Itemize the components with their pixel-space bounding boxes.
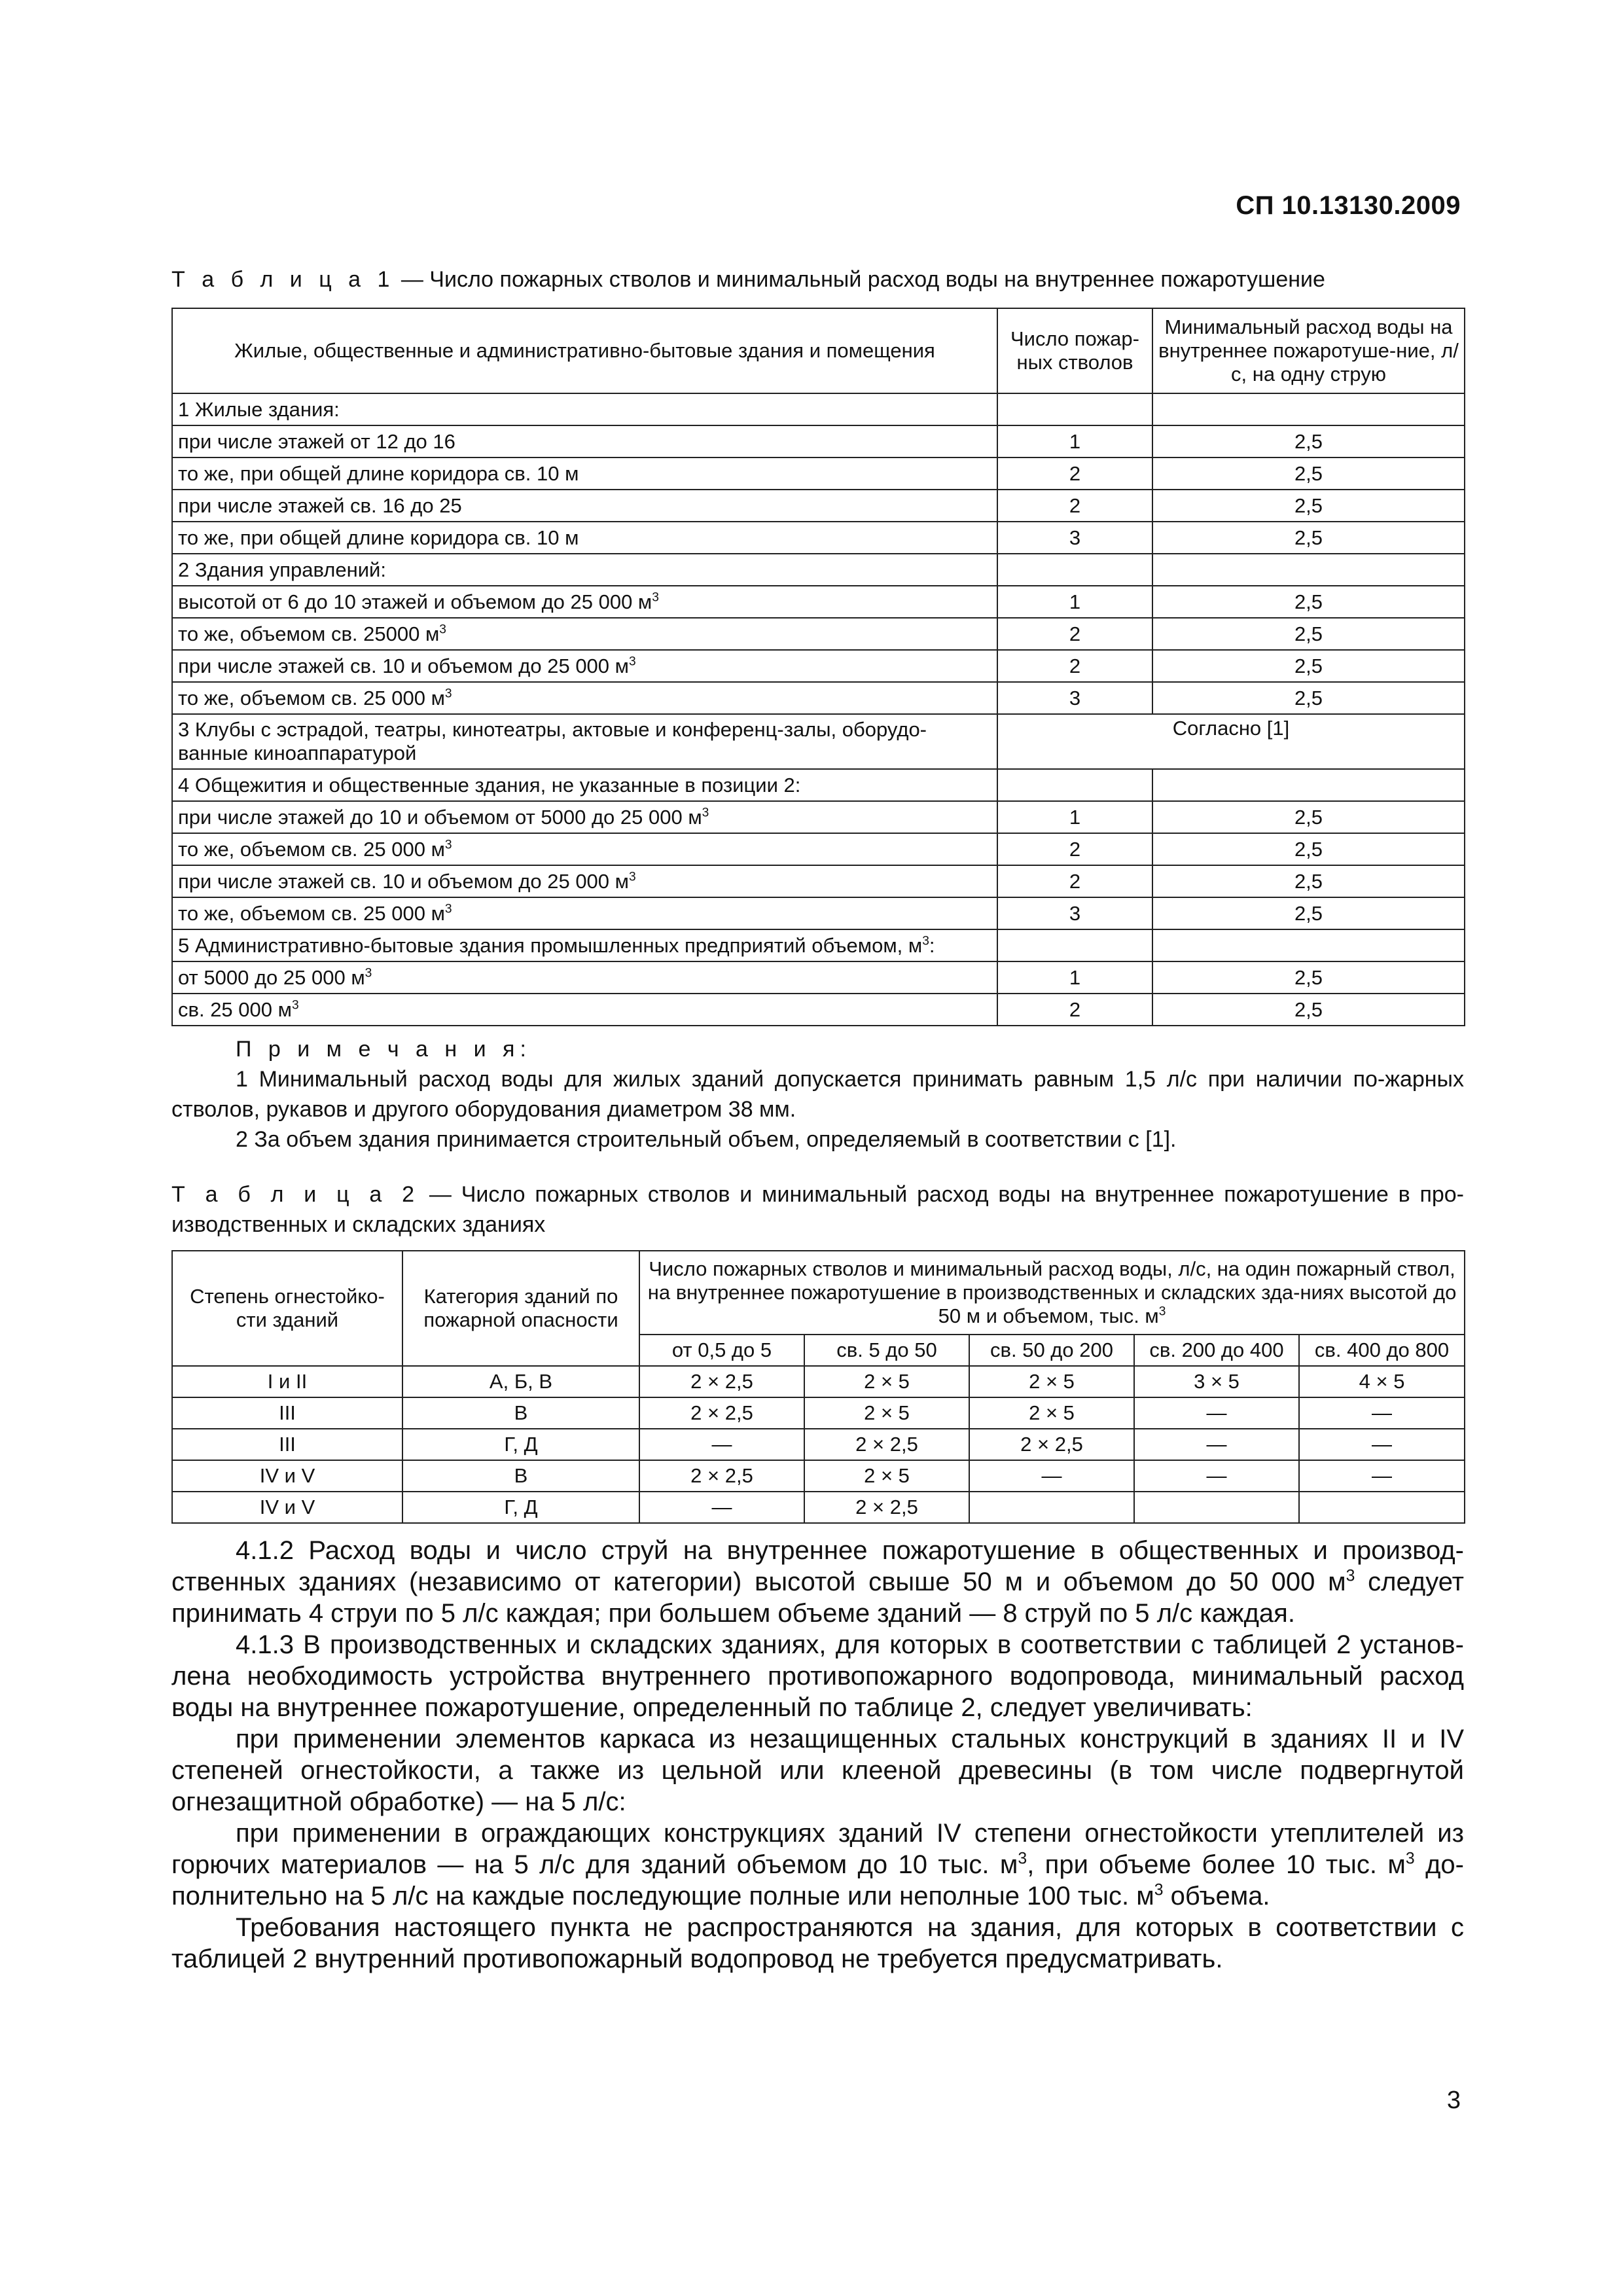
paragraph-4-1-3: 4.1.3 В производственных и складских зданиях, для которых в соответствии с таблицей 2 установ-лена необходимость устройства внутреннего противопожарного водопровода, минимальный расход воды на внутреннее пожаротушение, определенный по таблице 2, следует увеличивать:	[171, 1630, 1464, 1722]
table-row	[172, 425, 1465, 457]
table-cell-value: 2 × 5	[804, 1460, 969, 1492]
table2-header-degree: Степень огнестойко-сти зданий	[172, 1251, 402, 1366]
table-cell-value: 2 × 2,5	[639, 1397, 804, 1429]
table-cell-jets: 1	[997, 801, 1152, 833]
table-cell-value: —	[1134, 1429, 1299, 1460]
table-cell-jets: 2	[997, 457, 1152, 490]
table-row	[172, 961, 1465, 994]
table-cell-jets: 2	[997, 865, 1152, 897]
table-cell-degree: III	[172, 1397, 402, 1429]
table-cell-value: —	[1299, 1460, 1465, 1492]
page-number: 3	[1446, 2087, 1461, 2114]
table-row	[172, 1397, 1465, 1429]
table1-body-part1	[172, 393, 1465, 714]
table2-header-volume: св. 400 до 800	[1299, 1335, 1465, 1366]
table-cell-value: —	[1299, 1429, 1465, 1460]
table-cell-flow: 2,5	[1152, 650, 1465, 682]
table-cell-degree: IV и V	[172, 1492, 402, 1523]
table-cell-degree: III	[172, 1429, 402, 1460]
table-cell-degree: IV и V	[172, 1460, 402, 1492]
table-cell-degree: I и II	[172, 1366, 402, 1397]
table-cell-flow: 2,5	[1152, 618, 1465, 650]
notes-heading: П р и м е ч а н и я:	[236, 1037, 531, 1062]
table-cell-merged: Согласно [1]	[997, 714, 1465, 769]
table-cell-jets: 3	[997, 897, 1152, 929]
table-cell-name: то же, объемом св. 25 000 $м^3$	[172, 897, 997, 929]
table-cell-value: 2 × 2,5	[804, 1492, 969, 1523]
table-cell-jets	[997, 769, 1152, 801]
table-row	[172, 586, 1465, 618]
table1-header-jets: Число пожар-ных стволов	[997, 308, 1152, 393]
table-cell-name: то же, при общей длине коридора св. 10 м	[172, 457, 997, 490]
table-row	[172, 769, 1465, 801]
table-cell-flow: 2,5	[1152, 490, 1465, 522]
table-cell-flow: 2,5	[1152, 586, 1465, 618]
table-cell-name: то же, объемом св. 25 000 $м^3$	[172, 833, 997, 865]
table-cell-jets	[997, 929, 1152, 961]
table-cell-name: 4 Общежития и общественные здания, не указанные в позиции 2:	[172, 769, 997, 801]
table1	[171, 308, 1465, 1026]
document-code: СП 10.13130.2009	[1236, 191, 1461, 220]
table-row	[172, 522, 1465, 554]
table-row	[172, 682, 1465, 714]
table-cell-jets	[997, 393, 1152, 425]
table1-header-building: Жилые, общественные и административно-бытовые здания и помещения	[172, 308, 997, 393]
table-cell-jets: 2	[997, 618, 1152, 650]
table2-header-volume: св. 5 до 50	[804, 1335, 969, 1366]
table-row	[172, 618, 1465, 650]
table-cell-value: —	[639, 1429, 804, 1460]
table-cell-flow	[1152, 393, 1465, 425]
table-row	[172, 865, 1465, 897]
table-row	[172, 650, 1465, 682]
table2-body	[172, 1366, 1465, 1523]
table-cell-category: Г, Д	[402, 1429, 639, 1460]
table-cell-value: 2 × 5	[804, 1397, 969, 1429]
table-cell-name: 1 Жилые здания:	[172, 393, 997, 425]
table-cell-jets: 3	[997, 522, 1152, 554]
table-cell-name: св. 25 000 $м^3$	[172, 994, 997, 1026]
table-cell-jets: 2	[997, 833, 1152, 865]
table-cell-name: 5 Административно-бытовые здания промышленных предприятий объемом, $м^3$:	[172, 929, 997, 961]
table-cell-value: —	[969, 1460, 1134, 1492]
table-cell-value: 2 × 5	[804, 1366, 969, 1397]
table-cell-name: при числе этажей св. 10 и объемом до 25 000 $м^3$	[172, 650, 997, 682]
table-cell-category: Г, Д	[402, 1492, 639, 1523]
note-2: 2 За объем здания принимается строительный объем, определяемый в соответствии с [1].	[236, 1127, 1177, 1152]
note-1: 1 Минимальный расход воды для жилых зданий допускается принимать равным 1,5 л/с при наличии по-жарных стволов, рукавов и другого оборудования диаметром 38 мм.	[171, 1067, 1464, 1122]
table1-label: Т а б л и ц а 1	[171, 267, 395, 292]
table-row	[172, 1429, 1465, 1460]
table1-body-merged	[172, 714, 1465, 769]
table-cell-value	[1299, 1492, 1465, 1523]
table-cell-category: В	[402, 1397, 639, 1429]
table-row	[172, 393, 1465, 425]
table-cell-name: то же, объемом св. 25000 $м^3$	[172, 618, 997, 650]
table-cell-flow: 2,5	[1152, 865, 1465, 897]
table1-header-flow: Минимальный расход воды на внутреннее пожаротуше-ние, л/с, на одну струю	[1152, 308, 1465, 393]
paragraph-steel-frame: при применении элементов каркаса из незащищенных стальных конструкций в зданиях II и IV степеней огнестойкости, а также из цельной или клееной древесины (в том числе подвергнутой огнезащитной обработке) — на 5 л/с:	[171, 1725, 1464, 1816]
table-cell-flow	[1152, 554, 1465, 586]
paragraph-requirements: Требования настоящего пункта не распространяются на здания, для которых в соответствии с таблицей 2 внутренний противопожарный водопровод не требуется предусматривать.	[171, 1913, 1464, 1973]
table-cell-value: 2 × 5	[969, 1397, 1134, 1429]
table-cell-category: А, Б, В	[402, 1366, 639, 1397]
paragraph-insulation: при применении в ограждающих конструкциях зданий IV степени огнестойкости утеплителей из горючих материалов — на 5 л/с для зданий объемом до 10 тыс. $м^3$, при объеме более 10 тыс. $м^3$ до-полнительно на 5 л/с на каждые последующие полные или неполные 100 тыс. $м^3$ объема.	[171, 1819, 1464, 1910]
table-cell-value: 2 × 2,5	[969, 1429, 1134, 1460]
table-cell-jets: 2	[997, 994, 1152, 1026]
table1-title: — Число пожарных стволов и минимальный расход воды на внутреннее пожаротушение	[395, 267, 1325, 292]
table-cell-flow: 2,5	[1152, 425, 1465, 457]
table2	[171, 1250, 1465, 1524]
table-cell-name: при числе этажей до 10 и объемом от 5000 до 25 000 $м^3$	[172, 801, 997, 833]
table-cell-value: 2 × 5	[969, 1366, 1134, 1397]
table-row	[172, 897, 1465, 929]
table-cell-name: 2 Здания управлений:	[172, 554, 997, 586]
table-cell-flow: 2,5	[1152, 897, 1465, 929]
table2-header-volume: св. 50 до 200	[969, 1335, 1134, 1366]
table-cell-flow	[1152, 929, 1465, 961]
table-row	[172, 1366, 1465, 1397]
table2-caption	[171, 1179, 1464, 1240]
table-row	[172, 714, 1465, 769]
table-cell-value: —	[639, 1492, 804, 1523]
table2-title: — Число пожарных стволов и минимальный расход воды на внутреннее пожаротушение в про-изводственных и складских зданиях	[171, 1182, 1465, 1237]
table-cell-value: 3 × 5	[1134, 1366, 1299, 1397]
table-cell-name: высотой от 6 до 10 этажей и объемом до 25 000 $м^3$	[172, 586, 997, 618]
table-cell-value: 2 × 2,5	[639, 1366, 804, 1397]
table-cell-jets: 2	[997, 650, 1152, 682]
table-row	[172, 1492, 1465, 1523]
table-cell-value: —	[1134, 1460, 1299, 1492]
notes-block	[171, 1034, 1464, 1155]
table2-header-volume: св. 200 до 400	[1134, 1335, 1299, 1366]
body-text	[171, 1535, 1464, 1975]
table-cell-flow: 2,5	[1152, 833, 1465, 865]
table-cell-value: 2 × 2,5	[804, 1429, 969, 1460]
table2-header-volume: от 0,5 до 5	[639, 1335, 804, 1366]
table2-label: Т а б л и ц а 2	[171, 1182, 420, 1207]
table-cell-flow: 2,5	[1152, 994, 1465, 1026]
table-cell-value	[969, 1492, 1134, 1523]
table-cell-category: В	[402, 1460, 639, 1492]
table-row	[172, 554, 1465, 586]
table-cell-flow	[1152, 769, 1465, 801]
table2-header-category: Категория зданий по пожарной опасности	[402, 1251, 639, 1366]
table-cell-name: 3 Клубы с эстрадой, театры, кинотеатры, актовые и конференц-залы, оборудо-ванные киноаппаратурой	[172, 714, 997, 769]
table-cell-flow: 2,5	[1152, 522, 1465, 554]
table-cell-name: при числе этажей св. 10 и объемом до 25 000 $м^3$	[172, 865, 997, 897]
table-cell-flow: 2,5	[1152, 682, 1465, 714]
table2-header-group: Число пожарных стволов и минимальный расход воды, л/с, на один пожарный ствол, на внутреннее пожаротушение в производственных и складских зда-ниях высотой до 50 м и объемом, тыс. $м^3$	[639, 1251, 1465, 1335]
table-row	[172, 490, 1465, 522]
table-cell-value	[1134, 1492, 1299, 1523]
table-cell-name: при числе этажей от 12 до 16	[172, 425, 997, 457]
table-row	[172, 833, 1465, 865]
table-cell-value: —	[1299, 1397, 1465, 1429]
table-cell-name: при числе этажей св. 16 до 25	[172, 490, 997, 522]
table-cell-jets: 2	[997, 490, 1152, 522]
table-cell-name: от 5000 до 25 000 $м^3$	[172, 961, 997, 994]
table-row	[172, 457, 1465, 490]
table-row	[172, 801, 1465, 833]
table-cell-value: —	[1134, 1397, 1299, 1429]
table-cell-name: то же, при общей длине коридора св. 10 м	[172, 522, 997, 554]
table-cell-jets	[997, 554, 1152, 586]
table1-body-part2	[172, 769, 1465, 1026]
table-cell-value: 2 × 2,5	[639, 1460, 804, 1492]
table-cell-jets: 1	[997, 425, 1152, 457]
table-cell-flow: 2,5	[1152, 457, 1465, 490]
table-cell-jets: 1	[997, 586, 1152, 618]
table-cell-flow: 2,5	[1152, 801, 1465, 833]
paragraph-4-1-2: 4.1.2 Расход воды и число струй на внутреннее пожаротушение в общественных и производ-ственных зданиях (независимо от категории) высотой свыше 50 м и объемом до 50 000 $м^3$ следует принимать 4 струи по 5 л/с каждая; при большем объеме зданий — 8 струй по 5 л/с каждая.	[171, 1536, 1464, 1628]
table-cell-jets: 3	[997, 682, 1152, 714]
table-cell-jets: 1	[997, 961, 1152, 994]
table-cell-flow: 2,5	[1152, 961, 1465, 994]
table-cell-name: то же, объемом св. 25 000 $м^3$	[172, 682, 997, 714]
table-row	[172, 1460, 1465, 1492]
table-cell-value: 4 × 5	[1299, 1366, 1465, 1397]
table-row	[172, 929, 1465, 961]
table-row	[172, 994, 1465, 1026]
table1-caption	[171, 264, 1464, 295]
